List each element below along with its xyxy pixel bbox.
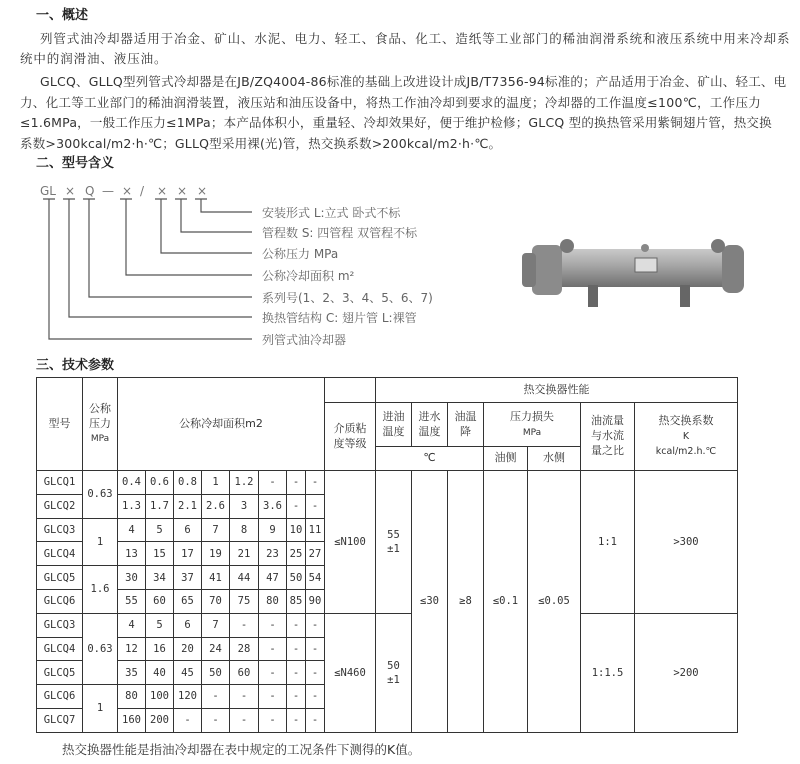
area-cell: - [259,708,287,732]
area-cell: 80 [259,589,287,613]
area-cell: - [287,685,306,709]
area-cell: 7 [202,613,230,637]
header-k: 热交换系数 K kcal/m2.h.℃ [635,403,738,471]
k-value-cell: >300 [635,471,738,614]
area-cell: 21 [230,542,259,566]
area-cell: 45 [174,661,202,685]
area-cell: 0.8 [174,471,202,495]
overview-text-line: 系数>300kcal/m2·h·℃；GLLQ型采用裸(光)管，热交换系数>200kcal/m2·h·℃。 [20,136,502,151]
area-cell: 4 [118,518,146,542]
area-cell: 60 [146,589,174,613]
header-cooling-area: 公称冷却面积m2 [118,378,325,471]
area-cell: 25 [287,542,306,566]
pressure-cell: 0.63 [83,613,118,684]
viscosity-cell: ≤N460 [325,613,376,732]
viscosity-cell: ≤N100 [325,471,376,614]
area-cell: 40 [146,661,174,685]
code-part: × [122,184,133,198]
model-cell: GLCQ4 [37,542,83,566]
model-cell: GLCQ4 [37,637,83,661]
area-cell: - [259,613,287,637]
oil-in-temp-cell: 50 ±1 [376,613,412,732]
model-cell: GLCQ7 [37,708,83,732]
footnote: 热交换器性能是指油冷却器在表中规定的工况条件下测得的K值。 [62,742,421,757]
area-cell: - [230,685,259,709]
area-cell: 28 [230,637,259,661]
area-cell: 55 [118,589,146,613]
pressure-cell: 1 [83,518,118,566]
code-label: 系列号(1、2、3、4、5、6、7) [262,291,433,305]
overview-text-line: 列管式油冷却器适用于冶金、矿山、水泥、电力、轻工、食品、化工、造纸等工业部门的稀油润滑系统和液压系统中用来冷却系 [40,31,791,46]
area-cell: 85 [287,589,306,613]
area-cell: - [306,708,325,732]
area-cell: 160 [118,708,146,732]
area-cell: - [287,494,306,518]
area-cell: - [306,494,325,518]
area-cell: - [202,685,230,709]
header-oil-in-temp: 进油 温度 [376,403,412,447]
area-cell: 60 [230,661,259,685]
header-empty [325,378,376,403]
area-cell: 1.2 [230,471,259,495]
area-cell: 34 [146,566,174,590]
code-label: 列管式油冷却器 [262,333,347,347]
overview-text-line: ≤1.6MPa，一般工作压力≤1MPa；本产品体积小，重量轻、冷却效果好，便于维护检修；GLCQ 型的换热管采用紫铜翅片管，热交换 [20,115,772,130]
area-cell: 0.6 [146,471,174,495]
table-row [37,471,738,495]
flow-ratio-cell: 1:1 [581,471,635,614]
area-cell: 1.3 [118,494,146,518]
area-cell: - [174,708,202,732]
code-label: 换热管结构 C: 翅片管 L:裸管 [262,311,417,325]
area-cell: 13 [118,542,146,566]
area-cell: 54 [306,566,325,590]
area-cell: 50 [202,661,230,685]
area-cell: 12 [118,637,146,661]
area-cell: 23 [259,542,287,566]
area-cell: - [259,471,287,495]
area-cell: - [306,685,325,709]
area-cell: 200 [146,708,174,732]
header-water-side: 水侧 [528,447,581,471]
area-cell: 75 [230,589,259,613]
area-cell: 44 [230,566,259,590]
header-oil-side: 油侧 [484,447,528,471]
header-model: 型号 [37,378,83,471]
area-cell: 3.6 [259,494,287,518]
header-water-in-temp: 进水 温度 [412,403,448,447]
header-oil-temp-drop: 油温 降 [448,403,484,447]
header-performance: 热交换器性能 [376,378,738,403]
oil-in-temp-cell: 55 ±1 [376,471,412,614]
k-value-cell: >200 [635,613,738,732]
area-cell: 4 [118,613,146,637]
overview-text-line: GLCQ、GLLQ型列管式冷却器是在JB/ZQ4004-86标准的基础上改进设计成JB/T7356-94标准的；产品适用于冶金、矿山、轻工、电 [40,74,787,89]
pressure-cell: 0.63 [83,471,118,519]
model-cell: GLCQ3 [37,518,83,542]
code-part: × [157,184,168,198]
pressure-cell: 1 [83,685,118,733]
tech-params-heading: 三、技术参数 [36,358,115,373]
area-cell: 47 [259,566,287,590]
area-cell: - [287,661,306,685]
area-cell: 11 [306,518,325,542]
area-cell: - [287,471,306,495]
area-cell: 2.6 [202,494,230,518]
model-cell: GLCQ2 [37,494,83,518]
area-cell: 120 [174,685,202,709]
area-cell: 90 [306,589,325,613]
area-cell: 10 [287,518,306,542]
area-cell: - [306,637,325,661]
area-cell: - [306,613,325,637]
area-cell: - [287,613,306,637]
area-cell: 0.4 [118,471,146,495]
area-cell: - [259,637,287,661]
code-part: / [140,184,145,198]
area-cell: 19 [202,542,230,566]
area-cell: 16 [146,637,174,661]
model-cell: GLCQ6 [37,589,83,613]
area-cell: 27 [306,542,325,566]
water-side-loss-cell: ≤0.05 [528,471,581,733]
area-cell: 15 [146,542,174,566]
pressure-cell: 1.6 [83,566,118,614]
header-viscosity: 介质粘 度等级 [325,403,376,471]
model-cell: GLCQ1 [37,471,83,495]
area-cell: - [230,613,259,637]
area-cell: 3 [230,494,259,518]
area-cell: - [259,661,287,685]
area-cell: 100 [146,685,174,709]
model-meaning-heading: 二、型号含义 [36,156,115,171]
model-code-diagram [0,175,480,355]
area-cell: 6 [174,613,202,637]
oil-cooler-photo-icon [500,215,750,315]
area-cell: - [306,471,325,495]
header-pressure: 公称 压力 MPa [83,378,118,471]
area-cell: - [287,708,306,732]
area-cell: 5 [146,613,174,637]
oil-side-loss-cell: ≤0.1 [484,471,528,733]
code-part: — [102,184,114,198]
table-row [37,613,738,637]
area-cell: 70 [202,589,230,613]
area-cell: - [230,708,259,732]
area-cell: 50 [287,566,306,590]
code-part: Q [85,184,95,198]
header-pressure-loss: 压力损失 MPa [484,403,581,447]
tech-params-table [36,377,738,733]
area-cell: 2.1 [174,494,202,518]
model-cell: GLCQ5 [37,566,83,590]
header-flow-ratio: 油流量 与水流 量之比 [581,403,635,471]
area-cell: - [306,661,325,685]
oil-temp-drop-cell: ≥8 [448,471,484,733]
area-cell: 8 [230,518,259,542]
area-cell: 80 [118,685,146,709]
code-label: 公称冷却面积 m² [262,269,355,283]
model-cell: GLCQ6 [37,685,83,709]
area-cell: 30 [118,566,146,590]
header-unit-c: ℃ [376,447,484,471]
model-cell: GLCQ3 [37,613,83,637]
area-cell: 24 [202,637,230,661]
code-label: 安装形式 L:立式 卧式不标 [262,206,401,220]
area-cell: - [287,637,306,661]
area-cell: 35 [118,661,146,685]
area-cell: - [202,708,230,732]
code-label: 公称压力 MPa [262,247,339,261]
code-part: × [65,184,76,198]
water-in-temp-cell: ≤30 [412,471,448,733]
area-cell: 65 [174,589,202,613]
code-part: × [177,184,188,198]
area-cell: 41 [202,566,230,590]
overview-text-line: 统中的润滑油、液压油。 [20,51,168,66]
area-cell: 9 [259,518,287,542]
area-cell: 5 [146,518,174,542]
code-label: 管程数 S: 四管程 双管程不标 [262,226,418,240]
area-cell: 1.7 [146,494,174,518]
area-cell: - [259,685,287,709]
overview-text-line: 力、化工等工业部门的稀油润滑装置，液压站和油压设备中，将热工作油冷却到要求的温度；冷却器的工作温度≤100℃，工作压力 [20,95,762,110]
area-cell: 7 [202,518,230,542]
area-cell: 6 [174,518,202,542]
area-cell: 37 [174,566,202,590]
model-cell: GLCQ5 [37,661,83,685]
flow-ratio-cell: 1:1.5 [581,613,635,732]
code-part: GL [40,184,56,198]
overview-heading: 一、概述 [36,8,89,23]
code-part: × [197,184,208,198]
area-cell: 1 [202,471,230,495]
area-cell: 20 [174,637,202,661]
area-cell: 17 [174,542,202,566]
